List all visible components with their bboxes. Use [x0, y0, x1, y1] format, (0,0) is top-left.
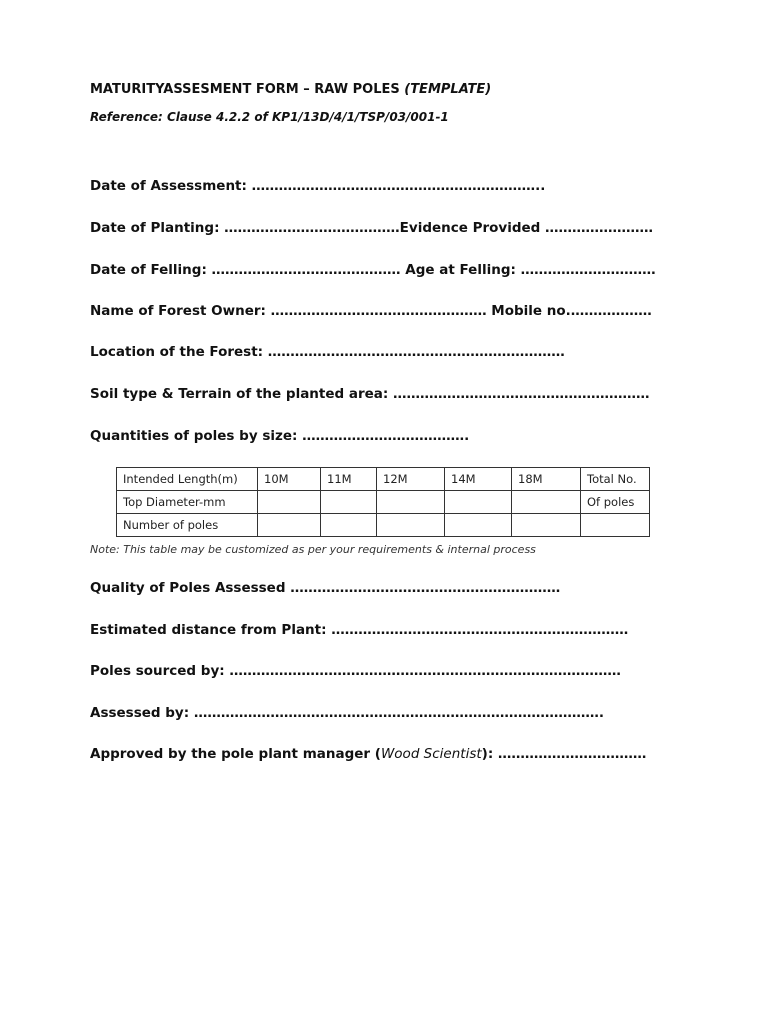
field-date-felling[interactable]: Date of Felling: …………………………………… Age at Felling: …………………………	[90, 262, 656, 278]
table-note: Note: This table may be customized as per your requirements & internal process	[90, 543, 536, 556]
table-cell-input[interactable]	[512, 514, 581, 537]
table-cell-input[interactable]	[321, 491, 377, 514]
table-cell-input[interactable]	[512, 491, 581, 514]
table-cell: 10M	[258, 468, 321, 491]
table-cell: Top Diameter-mm	[117, 491, 258, 514]
table-cell: Intended Length(m)	[117, 468, 258, 491]
table-row	[117, 491, 650, 514]
field-assessed-by[interactable]: Assessed by: ……………………………………………………………………………….	[90, 705, 604, 721]
field-forest-owner[interactable]: Name of Forest Owner: ………………………………………… Mobile no.………………	[90, 303, 652, 319]
table-cell-input[interactable]	[445, 514, 512, 537]
table-cell-input[interactable]	[258, 491, 321, 514]
table-cell-input[interactable]	[258, 514, 321, 537]
table-cell: 14M	[445, 468, 512, 491]
approved-suffix: ): ……………………………	[481, 746, 647, 762]
table-row	[117, 468, 650, 491]
table-cell: 12M	[377, 468, 445, 491]
table-cell: 11M	[321, 468, 377, 491]
approved-role: Wood Scientist	[380, 746, 482, 762]
field-location[interactable]: Location of the Forest: …………………………………………………………	[90, 344, 565, 360]
approved-prefix: Approved by the pole plant manager (	[90, 746, 381, 762]
table-cell-input[interactable]	[377, 491, 445, 514]
table-cell: 18M	[512, 468, 581, 491]
field-distance[interactable]: Estimated distance from Plant: …………………………………………………………	[90, 622, 629, 638]
form-title-template: (TEMPLATE)	[404, 82, 492, 97]
field-sourced-by[interactable]: Poles sourced by: ……………………………………………………………………………	[90, 663, 621, 679]
reference-clause: Reference: Clause 4.2.2 of KP1/13D/4/1/TSP/03/001-1	[90, 110, 449, 124]
form-title-main: MATURITYASSESMENT FORM – RAW POLES	[90, 82, 405, 97]
table-cell-input[interactable]	[445, 491, 512, 514]
table-cell-input[interactable]	[377, 514, 445, 537]
poles-size-table	[116, 467, 650, 537]
field-quality[interactable]: Quality of Poles Assessed ……………………………………………………	[90, 580, 561, 596]
table-cell: Of poles	[581, 491, 650, 514]
table-cell: Total No.	[581, 468, 650, 491]
table-cell-input[interactable]	[581, 514, 650, 537]
table-row	[117, 514, 650, 537]
field-date-planting[interactable]: Date of Planting: …………………………………Evidence Provided ……………………	[90, 220, 654, 236]
field-approved-by[interactable]	[90, 746, 646, 762]
table-cell-input[interactable]	[321, 514, 377, 537]
field-date-assessment[interactable]: Date of Assessment: ………………………………………………………..	[90, 178, 546, 194]
field-quantities[interactable]: Quantities of poles by size: ……………………………….	[90, 428, 470, 444]
table-cell: Number of poles	[117, 514, 258, 537]
form-title	[90, 82, 491, 97]
field-soil-type[interactable]: Soil type & Terrain of the planted area: …………………………………………………	[90, 386, 650, 402]
